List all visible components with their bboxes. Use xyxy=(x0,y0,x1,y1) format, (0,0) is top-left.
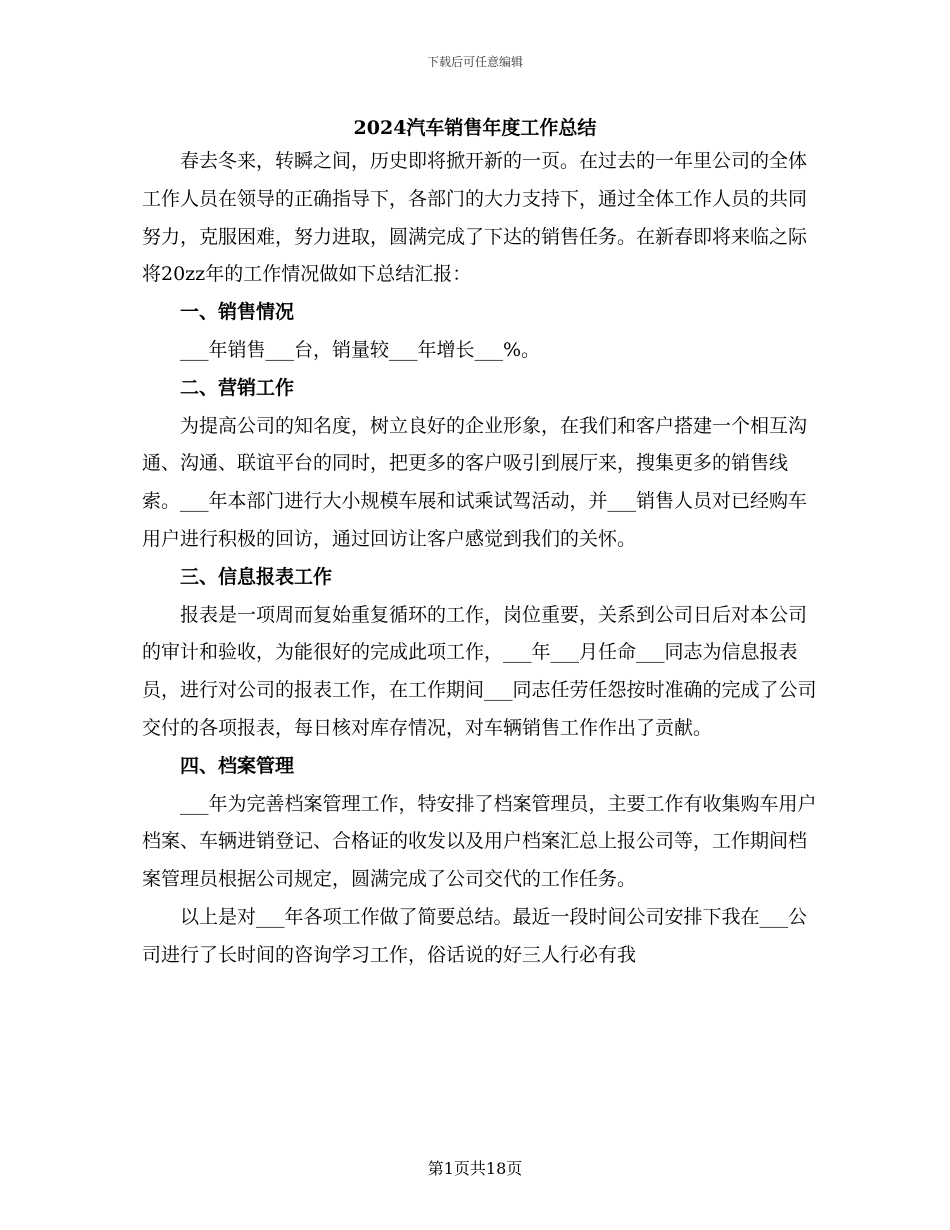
section-text-sales: ___年销售___台，销量较___年增长___%。 xyxy=(180,338,541,361)
section-text-marketing: 为提高公司的知名度，树立良好的企业形象，在我们和客户搭建一个相互沟通、沟通、联谊平台的同时，把更多的客户吸引到展厅来，搜集更多的销售线索。___年本部门进行大小规模车展和试乘试驾活动，并___销售人员对已经购车用户进行积极的回访，通过回访让客户感觉到我们的关怀。 xyxy=(142,414,808,550)
page-header-note: 下载后可任意编辑 xyxy=(426,55,523,69)
document-body xyxy=(142,143,822,975)
section-heading-sales: 一、销售情况 xyxy=(180,301,295,324)
section-text-archives: ___年为完善档案管理工作，特安排了档案管理员，主要工作有收集购车用户档案、车辆进销登记、合格证的收发以及用户档案汇总上报公司等，工作期间档案管理员根据公司规定，圆满完成了公司交代的工作任务。 xyxy=(142,792,817,891)
section-heading-marketing: 二、营销工作 xyxy=(180,376,295,399)
intro-paragraph: 春去冬来，转瞬之间，历史即将掀开新的一页。在过去的一年里公司的全体工作人员在领导的正确指导下，各部门的大力支持下，通过全体工作人员的共同努力，克服困难，努力进取，圆满完成了下达的销售任务。在新春即将来临之际将20zz年的工作情况做如下总结汇报： xyxy=(142,150,808,286)
section-text-reports: 报表是一项周而复始重复循环的工作，岗位重要，关系到公司日后对本公司的审计和验收，为能很好的完成此项工作，___年___月任命___同志为信息报表员，进行对公司的报表工作，在工作期间___同志任劳任怨按时准确的完成了公司交付的各项报表，每日核对库存情况，对车辆销售工作作出了贡献。 xyxy=(142,603,817,739)
document-title: 2024汽车销售年度工作总结 xyxy=(353,117,597,139)
section-heading-archives: 四、档案管理 xyxy=(180,754,295,777)
page-number: 第1页共18页 xyxy=(427,1159,523,1178)
closing-paragraph: 以上是对___年各项工作做了简要总结。最近一段时间公司安排下我在___公司进行了长时间的咨询学习工作，俗话说的好三人行必有我 xyxy=(142,905,808,966)
section-heading-reports: 三、信息报表工作 xyxy=(180,565,333,588)
